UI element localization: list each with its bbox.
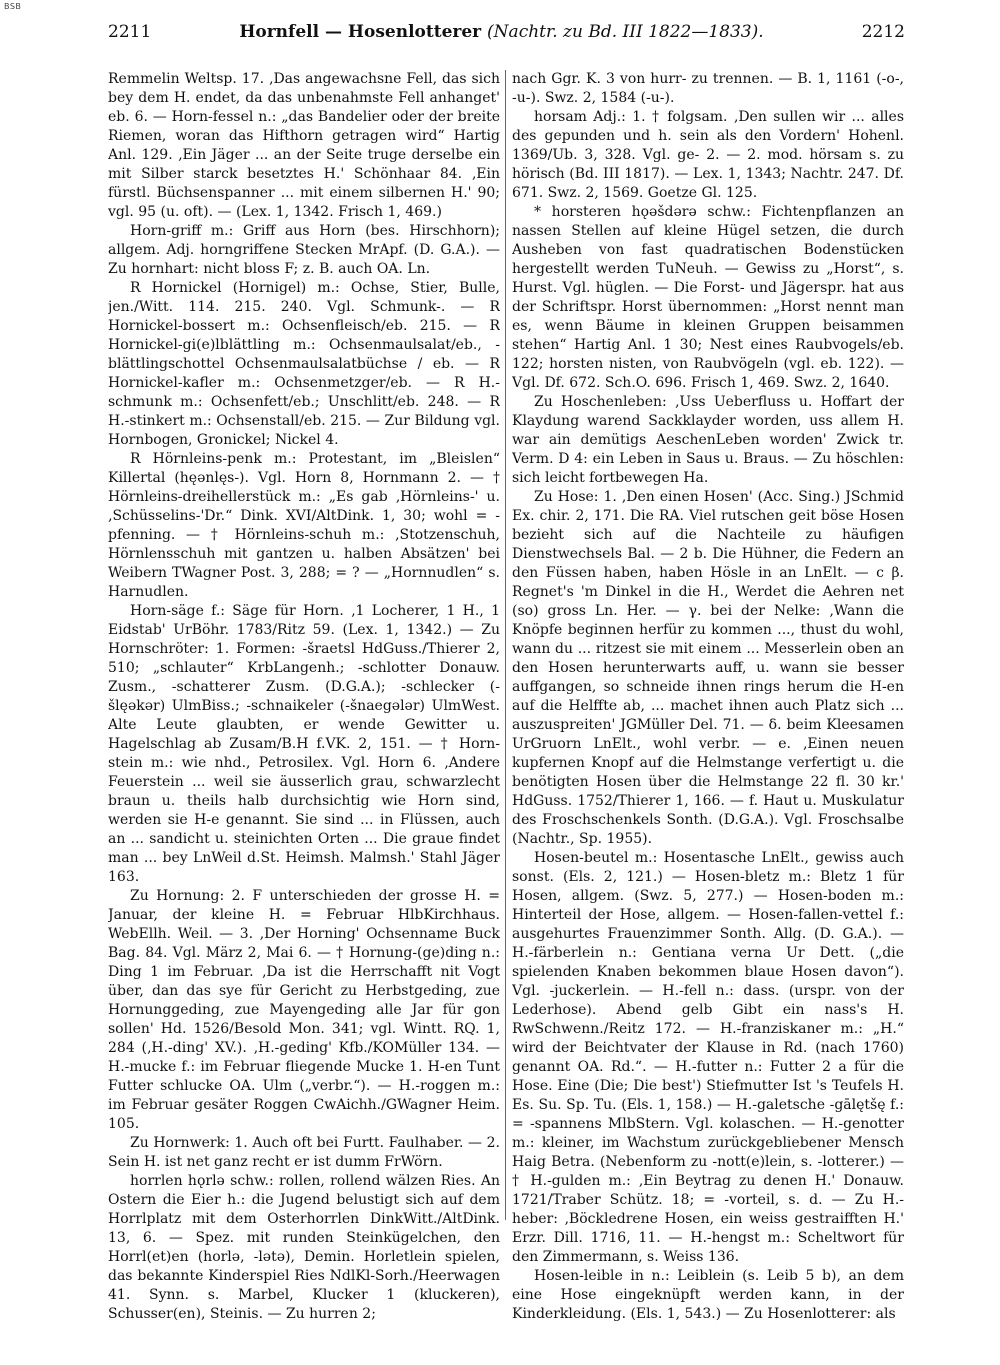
entry-paragraph: nach Ggr. K. 3 von hurr- zu trennen. — B. 1, 1161 (-o-, -u-). Swz. 2, 1584 (-u-). <box>512 71 904 106</box>
entry-paragraph: Horn-säge f.: Säge für Horn. ‚1 Locherer, 1 H., 1 Eidstab' UrBöhr. 1783/Ritz 59. (Lex. 1, 1342.) — Zu Hornschröter: 1. Formen: -šraetsl HdGuss./Thierer 2, 510; „schlauter“ KrbLangenh.; -schlotter Donauw. Zusm., -schatterer Zusm. (D.G.A.); -schlecker (-šlęəkər) UlmBiss.; -schnaikeler (-šnaegələr) UlmWest. Alte Leute glaubten, er wende Gewitter u. Hagelschlag ab Zusam/B.H f.VK. 2, 151. — † Horn-stein m.: wie nhd., Petrosilex. Vgl. Horn 6. ‚Andere Feuerstein ... weil sie äusserlich grau, schwarzlecht braun u. theils halb durchsichtig wie Horn sind, werden sie H-e genannt. Sie sind ... in Flüssen, auch an ... sandicht u. steinichten Orten ... Die graue findet man ... bey LnWeil d.St. Heimsh. Malmsh.' Stahl Jäger 163. <box>108 603 500 885</box>
entry-paragraph: Remmelin Weltsp. 17. ‚Das angewachsne Fell, das sich bey dem H. endet, da das unbenahmste Fell anhanget' eb. 6. — Horn-fessel n.: „das Bandelier oder der breite Riemen, woran das Hifthorn getragen wird“ Hartig Anl. 129. ‚Ein Jäger ... an der Seite truge derselbe ein mit Silber starck besetztes H.' Schönhaar 84. ‚Ein fürstl. Büchsenspanner ... mit einem silbernen H.' 90; vgl. 95 (u. oft). — (Lex. 1, 1342. Frisch 1, 469.) <box>108 71 500 220</box>
left-column <box>108 70 500 1323</box>
page-header <box>108 22 905 52</box>
running-title-main: Hornfell — Hosenlotterer <box>239 22 482 42</box>
entry-paragraph: R Hornickel (Hornigel) m.: Ochse, Stier, Bulle, jen./Witt. 114. 215. 240. Vgl. Schmunk-. — R Hornickel-bossert m.: Ochsenfleisch/eb. 215. — R Hornickel-gi(e)lblättling m.: Ochsenmaulsalat/eb., -blättlingschottel Ochsenmaulsalatbüchse / eb. — R Hornickel-kafler m.: Ochsenmetzger/eb. — R H.-schmunk m.: Ochsenfett/eb.; Unschlitt/eb. 248. — R H.-stinkert m.: Ochsenstall/eb. 215. — Zur Bildung vgl. Hornbogen, Gronickel; Nickel 4. <box>108 280 500 448</box>
entry-paragraph: Zu Hornung: 2. F unterschieden der grosse H. = Januar, der kleine H. = Februar HlbKirchhaus. WebEllh. Weil. — 3. ‚Der Horning' Ochsenname Buck Bag. 84. Vgl. März 2, Mai 6. — † Hornung-(ge)ding n.: Ding 1 im Februar. ‚Da ist die Herrschafft nit Vogt über, dan das sye für Gericht zu Herbstgeding, zue Hornunggeding, zue Mayengeding alle Jar für gon sollen' Hd. 1526/Besold Mon. 341; vgl. Wintt. RQ. 1, 284 (‚H.-ding' XV.). ‚H.-geding' Kfb./KOMüller 134. — H.-mucke f.: im Februar fliegende Mucke 1. H-en Tunt Futter schlucke OA. Ulm („verbr.“). — H.-roggen m.: im Februar gesäter Roggen CwAichh./GWagner Heim. 105. <box>108 888 500 1132</box>
entry-paragraph: R Hörnleins-penk m.: Protestant, im „Bleislen“ Killertal (hęənlęs-). Vgl. Horn 8, Hornmann 2. — † Hörnleins-dreihellerstück m.: „Es gab ‚Hörnleins-' u. ‚Schüsselins-'Dr.“ Dink. XVI/AltDink. 1, 30; wohl = -pfenning. — † Hörnleins-schuh m.: ‚Stotzenschuh, Hörnlensschuh mit gantzen u. halben Absätzen' bei Weibern TWagner Post. 3, 288; = ? — „Hornnudlen“ s. Harnudlen. <box>108 451 500 600</box>
library-mark: BSB <box>4 2 22 11</box>
right-page-number: 2212 <box>861 22 905 42</box>
column-rule <box>505 70 506 1220</box>
entry-paragraph: horrlen hǫrlə schw.: rollen, rollend wälzen Ries. An Ostern die Eier h.: die Jugend belustigt sich auf dem Horrlplatz mit dem Osterhorrlen DinkWitt./AltDink. 13, 6. — Spez. mit runden Steinkügelchen, den Horrl(et)en (horlə, -lətə), Demin. Horletlein spielen, das bekannte Kinderspiel Ries NdlKl-Sorh./Heerwagen 41. Synn. s. Marbel, Klucker 1 (kluckeren), Schusser(en), Steinis. — Zu hurren 2; <box>108 1173 500 1322</box>
right-column <box>512 70 904 1323</box>
running-title-sub: (Nachtr. zu Bd. III 1822—1833). <box>487 22 764 42</box>
left-page-number: 2211 <box>108 22 152 42</box>
entry-paragraph: horsam Adj.: 1. † folgsam. ‚Den sullen wir ... alles des gepunden und h. sein als den Vordern' Hohenl. 1369/Ub. 3, 328. Vgl. ge- 2. — 2. mod. hörsam s. zu hörisch (Bd. III 1817). — Lex. 1, 1343; Nachtr. 247. Df. 671. Swz. 2, 1569. Goetze Gl. 125. <box>512 109 904 201</box>
entry-paragraph: Zu Hornwerk: 1. Auch oft bei Furtt. Faulhaber. — 2. Sein H. ist net ganz recht er ist dumm FrWörn. <box>108 1135 500 1170</box>
entry-paragraph: Horn-griff m.: Griff aus Horn (bes. Hirschhorn); allgem. Adj. horngriffene Stecken MrApf. (D. G.A.). — Zu hornhart: nicht bloss F; z. B. auch OA. Ln. <box>108 223 500 277</box>
entry-paragraph: Zu Hose: 1. ‚Den einen Hosen' (Acc. Sing.) JSchmid Ex. chir. 2, 171. Die RA. Viel rutschen geit böse Hosen bezieht sich auf die Nachteile zu häufigen Dienstwechsels Bal. — 2 b. Die Hühner, die Federn an den Füssen haben, haben Hösle in an LnElt. — c β. Regnet's 'm Dinkel in die H., Werdet die Aehren net (so) gross Ln. Her. — γ. bei der Nelke: ‚Wann die Knöpfe beginnen herfür zu kommen ..., thust du wohl, wann du ... ritzest sie mit einem ... Messerlein oben an den Hosen herunterwarts auff, u. wann sie besser auffgangen, so schneide ihnen rings herum die H-en auf die Helffte ab, ... machet ihnen auch Platz sich ... auszuspreiten' JGMüller Del. 71. — δ. beim Kleesamen UrGruorn LnElt., wohl verbr. — e. ‚Einen neuen kupfernen Knopf auf die Helmstange verfertigt u. die benötigten Hosen über die Helmstange 22 fl. 30 kr.' HdGuss. 1752/Thierer 1, 166. — f. Haut u. Muskulatur des Froschschenkels Sonth. (D.G.A.). Vgl. Froschsalbe (Nachtr., Sp. 1955). <box>512 489 904 847</box>
entry-paragraph: Hosen-leible in n.: Leiblein (s. Leib 5 b), an dem eine Hose eingeknüpft werden kann, in der Kinderkleidung. (Els. 1, 543.) — Zu Hosenlotterer: als <box>512 1268 904 1322</box>
entry-paragraph: * horsteren hǫəšdərə schw.: Fichtenpflanzen an nassen Stellen auf kleine Hügel setzen, die durch Ausheben von fast quadratischen Bodenstücken hergestellt werden TuNeuh. — Gewiss zu „Horst“, s. Hurst. Vgl. hüglen. — Die Forst- und Jägerspr. hat aus der Schriftspr. Horst übernommen: „Horst nennt man es, wenn Bäume in kleinen Gruppen beisammen stehen“ Hartig Anl. 1 30; Nest eines Raubvogels/eb. 122; horsten nisten, von Raubvögeln (vgl. eb. 122). — Vgl. Df. 672. Sch.O. 696. Frisch 1, 469. Swz. 2, 1640. <box>512 204 904 391</box>
entry-paragraph: Hosen-beutel m.: Hosentasche LnElt., gewiss auch sonst. (Els. 2, 121.) — Hosen-bletz m.: Bletz 1 für Hosen, allgem. (Swz. 5, 277.) — Hosen-boden m.: Hinterteil der Hose, allgem. — Hosen-fallen-vettel f.: ausgehurtes Frauenzimmer Sonth. Allg. (D. G.A.). — H.-färberlein n.: Gentiana verna Ur Dett. („die spielenden Knaben bekommen blaue Hosen davon“). Vgl. -juckerlein. — H.-fell n.: dass. (urspr. von der Lederhose). Abend gelb Gibt ein nass's H. RwSchwenn./Reitz 172. — H.-franziskaner m.: „H.“ wird der Beichtvater der Klause in Rd. (nach 1760) genannt OA. Rd.“. — H.-futter n.: Futter 2 a für die Hose. Eine (Die; Die best') Stiefmutter Ist 's Teufels H. Es. Su. Sp. Tu. (Els. 1, 158.) — H.-galetsche -gālętšę f.: = -spannens MlbStern. Vgl. kolaschen. — H.-genotter m.: kleiner, im Wachstum zurückgebliebener Mensch Haig Betra. (Nebenform zu -nott(e)lein, s. -lotterer.) — † H.-gulden m.: ‚Ein Beytrag zu denen H.' Donauw. 1721/Traber Schütz. 18; = -vorteil, s. d. — Zu H.-heber: ‚Böckledrene Hosen, ein weiss gestraifften H.' Erzr. Dill. 1716, 11. — H.-hengst m.: Scheltwort für den Zimmermann, s. Weiss 136. <box>512 850 904 1265</box>
running-title <box>148 22 855 42</box>
entry-paragraph: Zu Hoschenleben: ‚Uss Ueberfluss u. Hoffart der Klaydung warend Sackklayder worden, uss allem H. war ain demütigs AeschenLeben worden' Zwick tr. Verm. D 4: ein Leben in Saus u. Braus. — Zu höschlen: sich leicht fortbewegen Ha. <box>512 394 904 486</box>
